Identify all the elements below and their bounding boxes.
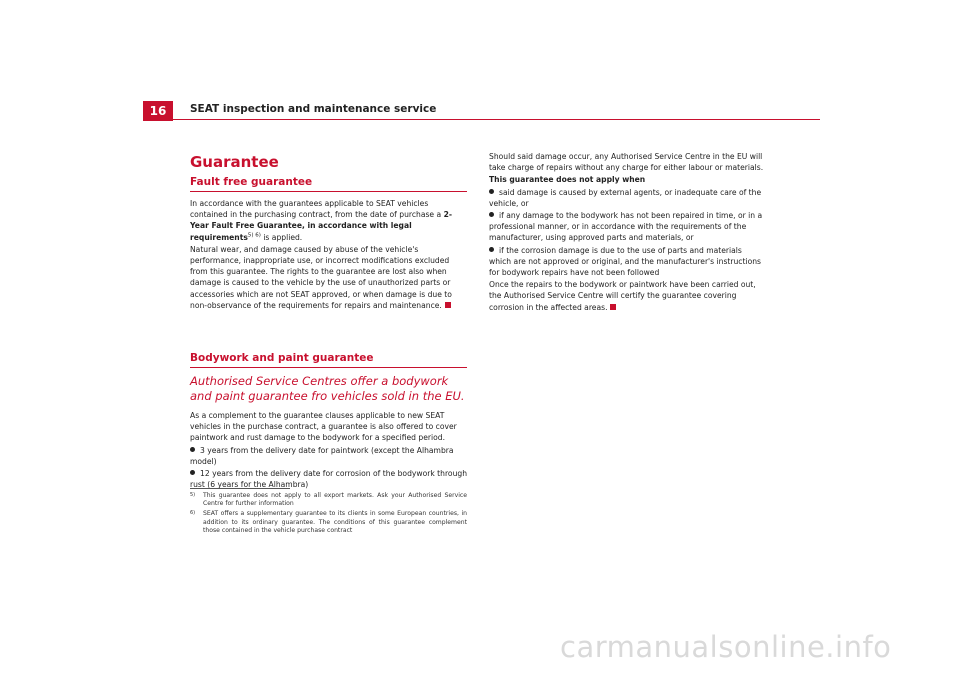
list-item-text: if any damage to the bodywork has not been repaired in time, or in a professional manner, or in accordance with the requirements of the manufacturer, using approved parts and materials, or — [489, 211, 763, 243]
bullet-icon — [489, 212, 494, 217]
footnote-text: This guarantee does not apply to all export markets. Ask your Authorised Service Centre for further information — [203, 492, 467, 508]
footnotes — [190, 492, 467, 537]
paragraph-fault-free-2-text: Natural wear, and damage caused by abuse of the vehicle's performance, inappropriate use, or incorrect modifications excluded from this guarantee. The rights to the guarantee are lost also when damage is caused to the vehicle by the use of unauthorized parts or accessories which are not SEAT approved, or when damage is due to non-observance of the requirements for repairs and maintenance. — [190, 244, 452, 310]
heading-fault-free-guarantee: Fault free guarantee — [190, 175, 467, 192]
list-item — [489, 210, 766, 244]
bullet-icon — [190, 470, 195, 475]
paragraph-certification — [489, 279, 766, 313]
list-item — [489, 245, 766, 279]
heading-bodywork-paint-guarantee: Bodywork and paint guarantee — [190, 351, 467, 368]
paragraph-certification-text: Once the repairs to the bodywork or paintwork have been carried out, the Authorised Service Centre will certify the guarantee covering corrosion in the affected areas. — [489, 280, 756, 312]
left-column — [190, 151, 467, 491]
end-of-section-icon — [445, 302, 451, 308]
paragraph-fault-free-1-bold: 2-Year Fault Free Guarantee, in accordance with legal requirements — [190, 210, 453, 242]
footnote — [190, 510, 467, 535]
footnote — [190, 492, 467, 508]
running-title: SEAT inspection and maintenance service — [190, 103, 437, 115]
footnote-text: SEAT offers a supplementary guarantee to its clients in some European countries, in addition to its ordinary guarantee. The conditions of this guarantee complement those contained in the vehicle purchase contract — [203, 510, 467, 534]
section-lead: Authorised Service Centres offer a bodywork and paint guarantee fro vehicles sold in the EU. — [190, 374, 465, 404]
footnote-mark: 5) — [190, 492, 196, 498]
list-item — [190, 445, 467, 467]
page-title: Guarantee — [190, 153, 279, 171]
list-item-text: 12 years from the delivery date for corrosion of the bodywork through rust (6 years for the Alhambra) — [190, 469, 468, 490]
paragraph-fault-free-1-pre: In accordance with the guarantees applicable to SEAT vehicles contained in the purchasing contract, from the date of purchase a — [190, 199, 444, 220]
list-item — [489, 187, 766, 209]
paragraph-repairs: Should said damage occur, any Authorised Service Centre in the EU will take charge of repairs without any charge for either labour or materials. — [489, 152, 764, 173]
footnote-reference: 5) 6) — [247, 232, 261, 239]
paragraph-bodywork-1: As a complement to the guarantee clauses applicable to new SEAT vehicles in the purchase contract, a guarantee is also offered to cover paintwork and rust damage to the bodywork for a specified period. — [190, 411, 457, 443]
watermark: carmanualsonline.info — [560, 630, 892, 664]
header-rule — [173, 119, 820, 120]
list-item-text: said damage is caused by external agents, or inadequate care of the vehicle, or — [489, 187, 762, 208]
exclusions-heading: This guarantee does not apply when — [489, 175, 646, 185]
page-number: 16 — [143, 101, 173, 121]
paragraph-fault-free-2 — [190, 244, 467, 311]
footnote-rule — [190, 488, 290, 489]
paragraph-fault-free-1-post: is applied. — [260, 232, 303, 242]
bullet-icon — [489, 189, 494, 194]
list-item-text: 3 years from the delivery date for paintwork (except the Alhambra model) — [190, 445, 454, 466]
paragraph-fault-free-1 — [190, 198, 467, 243]
footnote-mark: 6) — [190, 510, 196, 517]
bullet-icon — [190, 447, 195, 452]
end-of-section-icon — [610, 304, 616, 310]
list-item-text: if the corrosion damage is due to the use of parts and materials which are not approved or original, and the manufacturer's instructions for bodywork repairs have not been followed — [489, 245, 761, 278]
right-column — [489, 151, 766, 314]
bullet-icon — [489, 247, 494, 252]
